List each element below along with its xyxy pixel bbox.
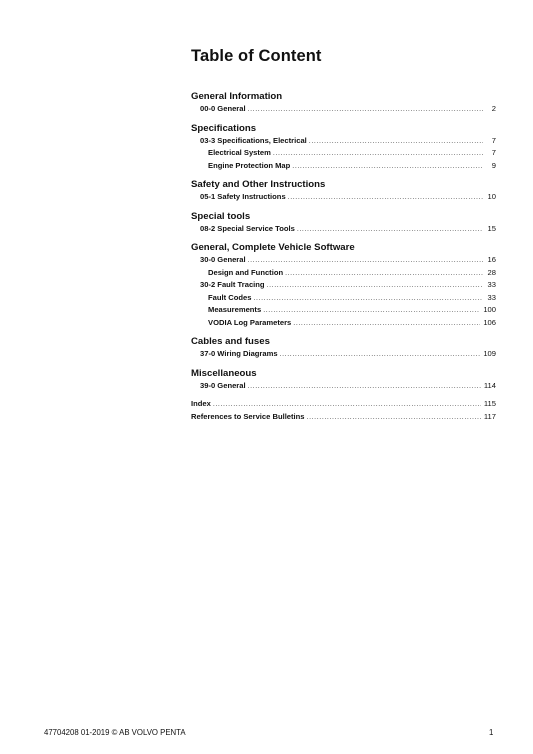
toc-entry-page: 117 <box>483 411 496 421</box>
toc-entry-title: 30-2 Fault Tracing <box>200 280 265 289</box>
toc-entry-title: 08-2 Special Service Tools <box>200 223 295 233</box>
toc-entry-page: 2 <box>491 104 496 113</box>
toc-entry-title: 39-0 General <box>200 380 246 390</box>
toc-entry[interactable] <box>191 398 496 411</box>
dot-leader <box>293 318 480 331</box>
toc-entry-page: 106 <box>483 317 496 327</box>
toc-entry-title: 05-1 Safety Instructions <box>200 192 286 201</box>
toc-section-heading: Cables and fuses <box>191 336 270 347</box>
toc-entry[interactable] <box>191 267 496 280</box>
dot-leader <box>248 104 483 117</box>
dot-leader <box>288 192 483 205</box>
toc-entry-title: 30-0 General <box>200 255 246 264</box>
dot-leader <box>248 381 481 394</box>
toc-entry[interactable] <box>191 147 496 160</box>
footer-page-number: 1 <box>489 728 494 737</box>
toc-entry-title: Index <box>191 399 211 408</box>
toc-entry-title: 03-3 Specifications, Electrical <box>200 135 307 145</box>
dot-leader <box>263 305 480 318</box>
dot-leader <box>285 268 483 281</box>
toc-entry[interactable] <box>191 317 496 330</box>
toc-section-heading: Special tools <box>191 210 251 222</box>
toc-entry-page: 28 <box>487 267 496 277</box>
toc-entry-page: 7 <box>491 135 496 145</box>
toc-entry-page: 16 <box>487 255 496 264</box>
toc-section-heading: Safety and Other Instructions <box>191 179 326 190</box>
table-of-contents <box>191 90 496 423</box>
toc-entry-title: VODIA Log Parameters <box>208 317 292 327</box>
toc-entry-title: 00-0 General <box>200 104 246 113</box>
toc-entry[interactable] <box>191 191 496 204</box>
dot-leader <box>309 136 483 149</box>
toc-entry-page: 114 <box>483 380 496 390</box>
toc-entry[interactable] <box>191 103 496 116</box>
toc-entry-title: Electrical System <box>208 148 271 157</box>
toc-entry-page: 115 <box>483 399 496 408</box>
toc-entry[interactable] <box>191 254 496 267</box>
toc-entry-title: 37-0 Wiring Diagrams <box>200 349 278 358</box>
toc-entry-title: Measurements <box>208 305 262 314</box>
toc-entry[interactable] <box>191 348 496 361</box>
toc-section-heading: Miscellaneous <box>191 367 257 379</box>
dot-leader <box>267 280 483 293</box>
dot-leader <box>292 161 483 174</box>
toc-entry[interactable] <box>191 279 496 292</box>
toc-entry-page: 109 <box>483 349 496 358</box>
toc-entry-page: 33 <box>487 280 496 289</box>
toc-entry[interactable] <box>191 304 496 317</box>
footer-document-info: 47704208 01-2019 © AB VOLVO PENTA <box>44 728 186 737</box>
toc-entry-title: Engine Protection Map <box>208 160 291 170</box>
dot-leader <box>307 412 481 425</box>
toc-entry-page: 15 <box>487 223 496 233</box>
toc-section-heading: General Information <box>191 91 283 102</box>
toc-entry[interactable] <box>191 135 496 148</box>
toc-entry-page: 33 <box>487 292 496 302</box>
toc-section-heading: Specifications <box>191 122 257 134</box>
dot-leader <box>273 148 483 161</box>
page-title: Table of Content <box>191 47 322 65</box>
toc-entry-page: 9 <box>491 160 496 170</box>
toc-entry-title: Fault Codes <box>208 292 252 302</box>
toc-entry[interactable] <box>191 292 496 305</box>
toc-entry[interactable] <box>191 380 496 393</box>
dot-leader <box>280 349 481 362</box>
toc-entry-title: Design and Function <box>208 267 284 277</box>
toc-entry[interactable] <box>191 411 496 424</box>
toc-entry-title: References to Service Bulletins <box>191 411 305 421</box>
toc-entry[interactable] <box>191 223 496 236</box>
toc-entry-page: 7 <box>491 148 496 157</box>
dot-leader <box>253 293 483 306</box>
toc-section-heading: General, Complete Vehicle Software <box>191 242 355 253</box>
toc-entry[interactable] <box>191 160 496 173</box>
toc-entry-page: 10 <box>487 192 496 201</box>
dot-leader <box>297 224 483 237</box>
toc-entry-page: 100 <box>483 305 496 314</box>
